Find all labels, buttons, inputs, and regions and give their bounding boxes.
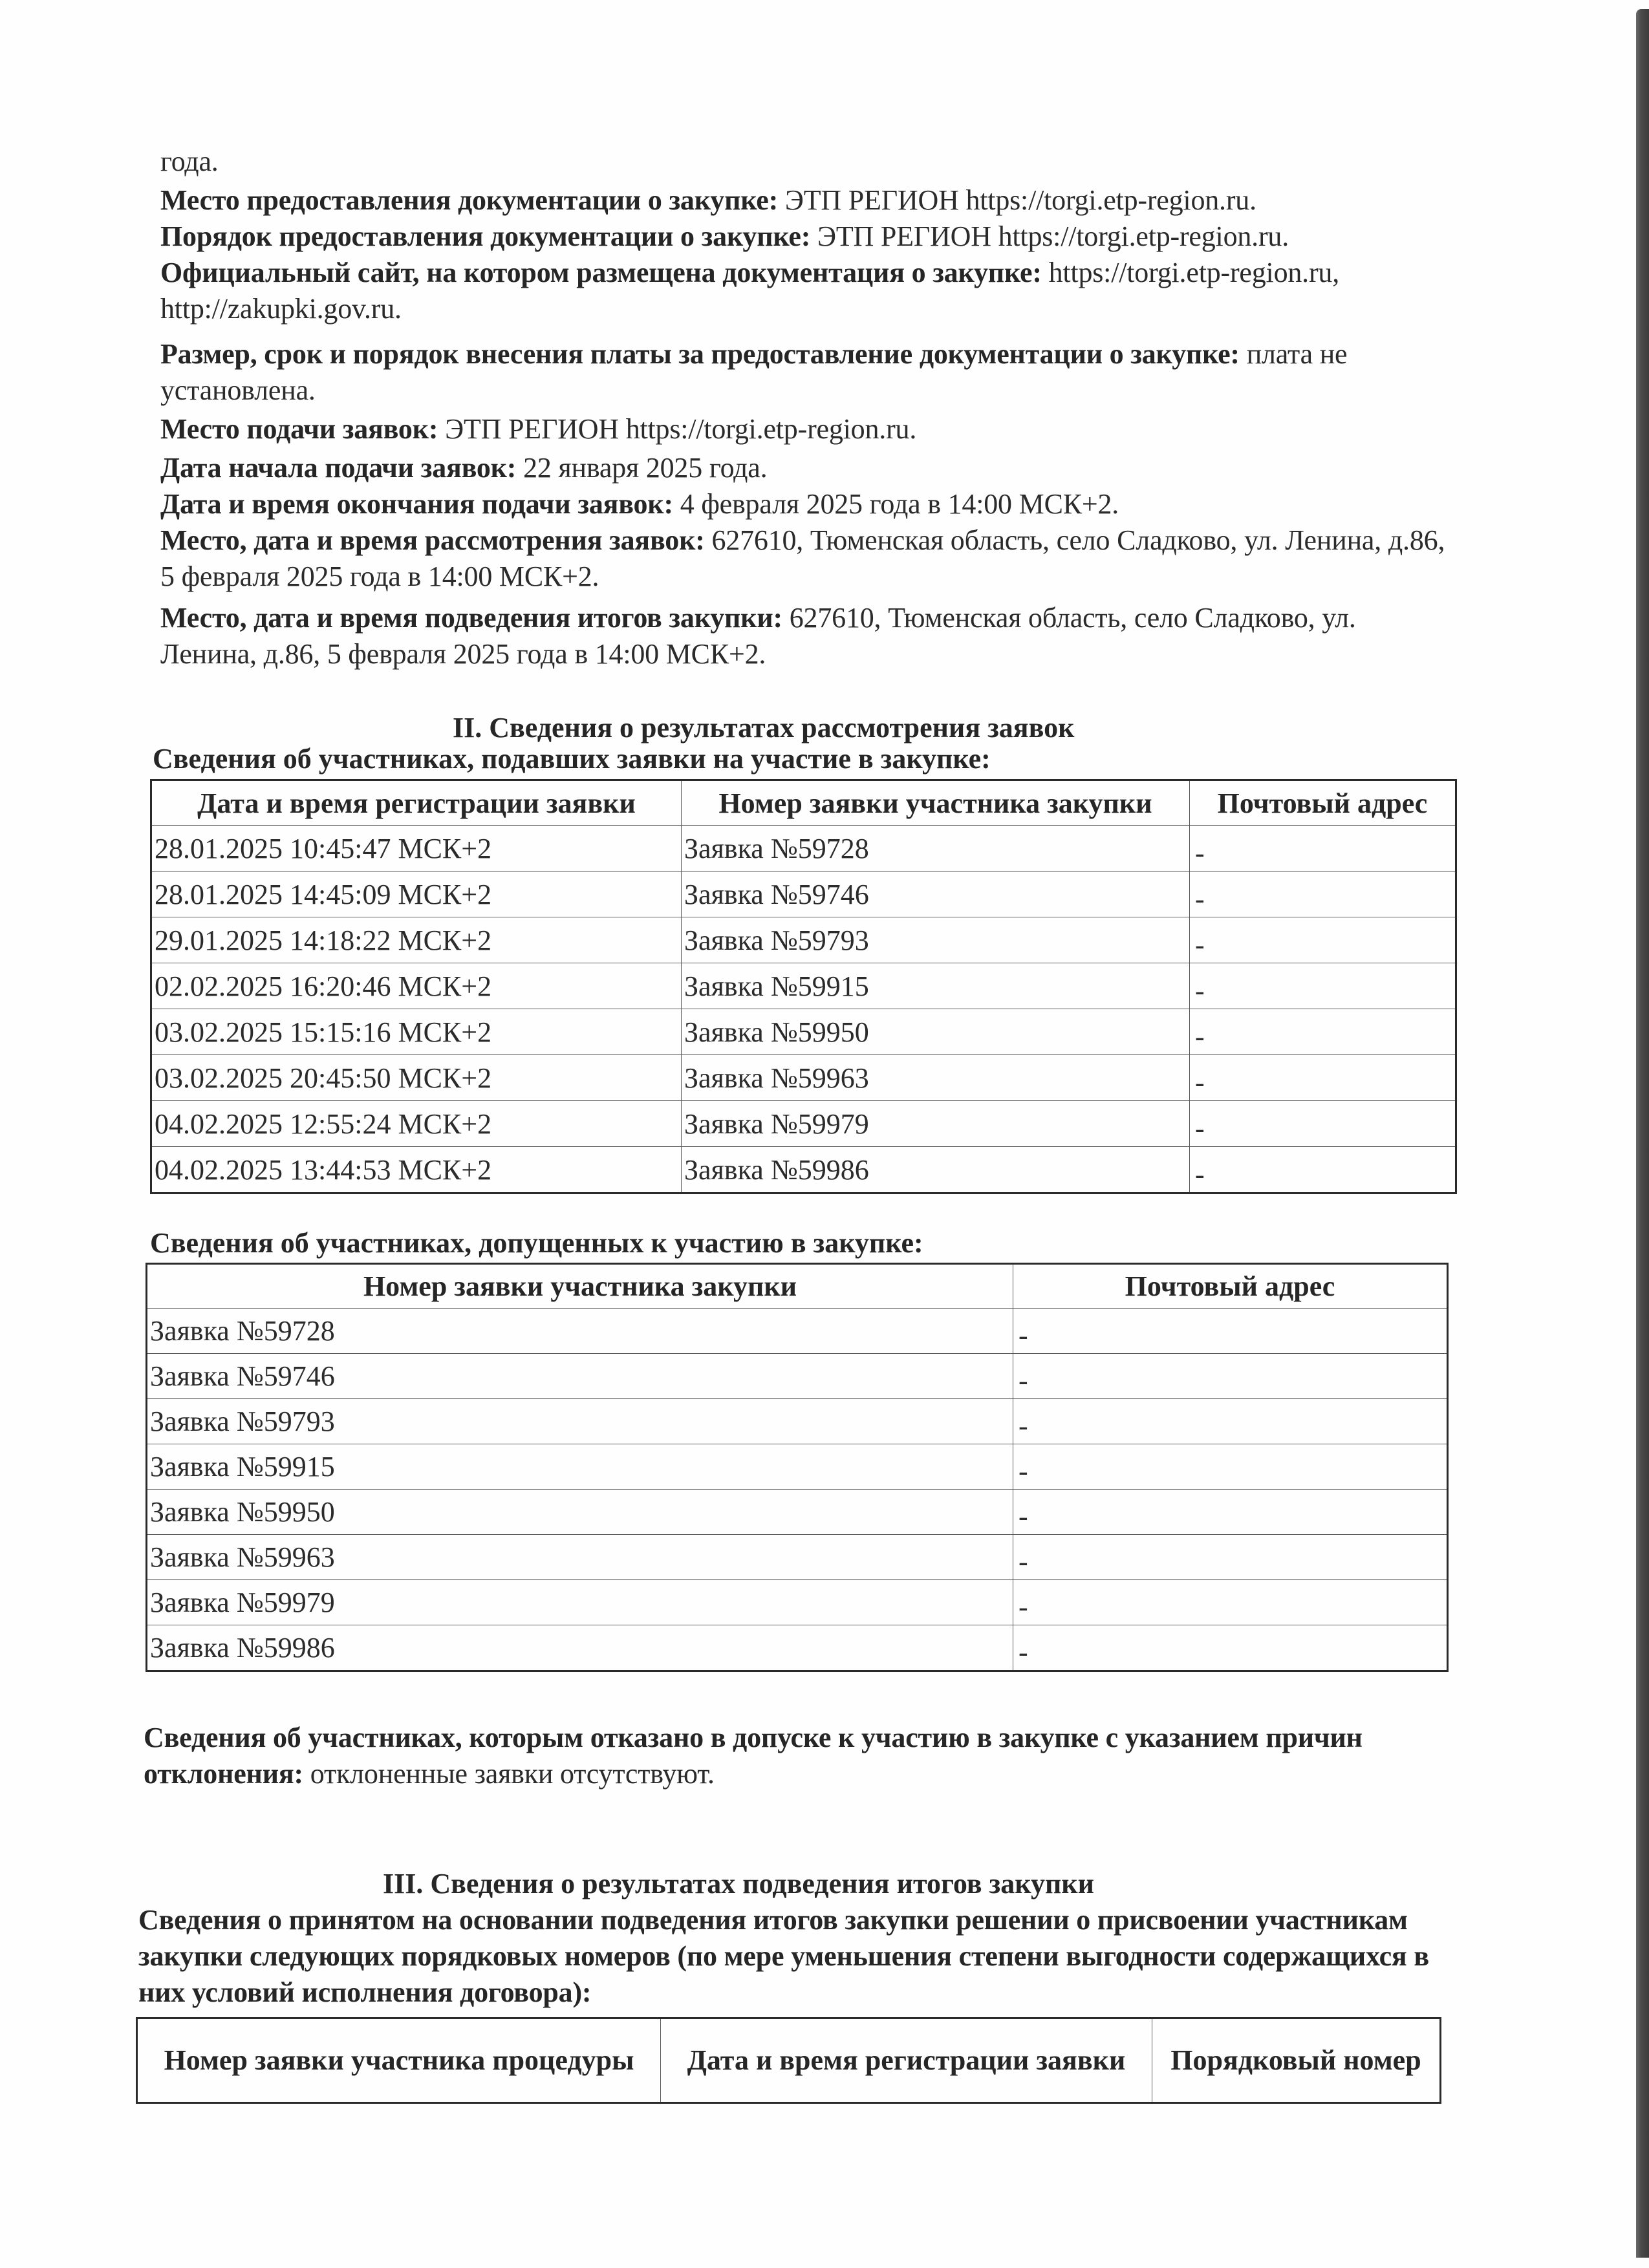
field-value: ЭТП РЕГИОН https://torgi.etp-region.ru. bbox=[445, 413, 917, 445]
application-number-cell: Заявка №59986 bbox=[147, 1625, 1013, 1671]
submitted-caption: Сведения об участниках, подавших заявки на участие в закупке: bbox=[153, 743, 991, 775]
postal-address-cell: - bbox=[1190, 1009, 1456, 1055]
table-row bbox=[147, 1535, 1448, 1580]
field-label: Дата начала подачи заявок: bbox=[160, 452, 517, 484]
table-header-row bbox=[151, 780, 1456, 826]
field-review-place bbox=[160, 522, 1454, 595]
ranking-table bbox=[136, 2017, 1441, 2104]
field-value: https://torgi.etp-region.ru, http://zakupki.gov.ru. bbox=[160, 257, 1340, 325]
field-submission-place bbox=[160, 411, 1467, 447]
application-number-cell: Заявка №59746 bbox=[147, 1354, 1013, 1399]
application-number-cell: Заявка №59746 bbox=[682, 872, 1190, 917]
field-value: 627610, Тюменская область, село Сладково, ул. Ленина, д.86, 5 февраля 2025 года в 14:00 МСК+2. bbox=[160, 524, 1445, 592]
registration-datetime-cell: 29.01.2025 14:18:22 МСК+2 bbox=[151, 917, 682, 963]
application-number-cell: Заявка №59728 bbox=[147, 1309, 1013, 1354]
column-header: Номер заявки участника процедуры bbox=[137, 2018, 661, 2103]
field-doc-order bbox=[160, 219, 1467, 255]
application-number-cell: Заявка №59979 bbox=[682, 1101, 1190, 1147]
table-row bbox=[151, 1055, 1456, 1101]
application-number-cell: Заявка №59963 bbox=[147, 1535, 1013, 1580]
postal-address-cell: - bbox=[1190, 826, 1456, 872]
column-header: Порядковый номер bbox=[1152, 2018, 1441, 2103]
postal-address-cell: - bbox=[1013, 1535, 1448, 1580]
table-row bbox=[147, 1625, 1448, 1671]
field-label: Официальный сайт, на котором размещена документация о закупке: bbox=[160, 257, 1042, 288]
column-header: Почтовый адрес bbox=[1013, 1264, 1448, 1309]
field-value: 22 января 2025 года. bbox=[523, 452, 768, 484]
admitted-caption: Сведения об участниках, допущенных к участию в закупке: bbox=[150, 1227, 923, 1259]
field-label: Место, дата и время рассмотрения заявок: bbox=[160, 524, 705, 556]
column-header: Дата и время регистрации заявки bbox=[151, 780, 682, 826]
table-row bbox=[151, 1147, 1456, 1193]
table-row bbox=[147, 1490, 1448, 1535]
application-number-cell: Заявка №59793 bbox=[147, 1399, 1013, 1444]
field-label: Дата и время окончания подачи заявок: bbox=[160, 488, 673, 520]
table-row bbox=[151, 872, 1456, 917]
postal-address-cell: - bbox=[1190, 1055, 1456, 1101]
postal-address-cell: - bbox=[1013, 1625, 1448, 1671]
registration-datetime-cell: 28.01.2025 14:45:09 МСК+2 bbox=[151, 872, 682, 917]
field-submission-start bbox=[160, 450, 1467, 486]
rejected-info bbox=[144, 1720, 1443, 1792]
field-results-place bbox=[160, 600, 1363, 672]
section-3-title: III. Сведения о результатах подведения итогов закупки bbox=[383, 1868, 1094, 1899]
table-row bbox=[147, 1580, 1448, 1625]
table-row bbox=[147, 1444, 1448, 1490]
column-header: Дата и время регистрации заявки bbox=[661, 2018, 1152, 2103]
field-doc-fee bbox=[160, 336, 1428, 409]
field-label: Порядок предоставления документации о закупке: bbox=[160, 220, 811, 252]
registration-datetime-cell: 28.01.2025 10:45:47 МСК+2 bbox=[151, 826, 682, 872]
application-number-cell: Заявка №59793 bbox=[682, 917, 1190, 963]
ranking-caption: Сведения о принятом на основании подведения итогов закупки решении о присвоении участникам закупки следующих порядковых номеров (по мере уменьшения степени выгодности содержащихся в них условий исполнения договора): bbox=[138, 1904, 1429, 2008]
registration-datetime-cell: 02.02.2025 16:20:46 МСК+2 bbox=[151, 963, 682, 1009]
application-number-cell: Заявка №59915 bbox=[147, 1444, 1013, 1490]
rejected-value: отклоненные заявки отсутствуют. bbox=[310, 1758, 715, 1790]
postal-address-cell: - bbox=[1190, 917, 1456, 963]
field-label: Размер, срок и порядок внесения платы за предоставление документации о закупке: bbox=[160, 338, 1240, 370]
field-value: ЭТП РЕГИОН https://torgi.etp-region.ru. bbox=[817, 220, 1289, 252]
rejected-label: Сведения об участниках, которым отказано в допуске к участию в закупке с указанием причин отклонения: bbox=[144, 1722, 1363, 1790]
submitted-applications-table bbox=[150, 779, 1457, 1194]
registration-datetime-cell: 03.02.2025 15:15:16 МСК+2 bbox=[151, 1009, 682, 1055]
section-2-title: II. Сведения о результатах рассмотрения заявок bbox=[453, 712, 1075, 744]
field-value: плата не установлена. bbox=[160, 338, 1348, 406]
postal-address-cell: - bbox=[1190, 963, 1456, 1009]
postal-address-cell: - bbox=[1013, 1309, 1448, 1354]
table-row bbox=[151, 1101, 1456, 1147]
field-value: 4 февраля 2025 года в 14:00 МСК+2. bbox=[680, 488, 1119, 520]
column-header: Почтовый адрес bbox=[1190, 780, 1456, 826]
field-official-site bbox=[160, 255, 1415, 327]
table-row bbox=[147, 1354, 1448, 1399]
admitted-applications-table bbox=[146, 1263, 1449, 1672]
application-number-cell: Заявка №59950 bbox=[682, 1009, 1190, 1055]
postal-address-cell: - bbox=[1190, 1101, 1456, 1147]
registration-datetime-cell: 03.02.2025 20:45:50 МСК+2 bbox=[151, 1055, 682, 1101]
column-header: Номер заявки участника закупки bbox=[682, 780, 1190, 826]
application-number-cell: Заявка №59986 bbox=[682, 1147, 1190, 1193]
continuation-text: года. bbox=[160, 145, 219, 177]
postal-address-cell: - bbox=[1190, 872, 1456, 917]
scan-edge-shadow bbox=[1636, 9, 1649, 2258]
postal-address-cell: - bbox=[1013, 1490, 1448, 1535]
table-row bbox=[147, 1309, 1448, 1354]
table-header-row bbox=[137, 2018, 1441, 2103]
application-number-cell: Заявка №59950 bbox=[147, 1490, 1013, 1535]
application-number-cell: Заявка №59963 bbox=[682, 1055, 1190, 1101]
application-number-cell: Заявка №59979 bbox=[147, 1580, 1013, 1625]
field-label: Место подачи заявок: bbox=[160, 413, 438, 445]
column-header: Номер заявки участника закупки bbox=[147, 1264, 1013, 1309]
application-number-cell: Заявка №59728 bbox=[682, 826, 1190, 872]
postal-address-cell: - bbox=[1013, 1580, 1448, 1625]
table-row bbox=[151, 826, 1456, 872]
field-value: 627610, Тюменская область, село Сладково, ул. Ленина, д.86, 5 февраля 2025 года в 14:00 МСК+2. bbox=[160, 602, 1356, 670]
field-label: Место предоставления документации о закупке: bbox=[160, 184, 779, 216]
table-row bbox=[151, 963, 1456, 1009]
postal-address-cell: - bbox=[1013, 1399, 1448, 1444]
registration-datetime-cell: 04.02.2025 12:55:24 МСК+2 bbox=[151, 1101, 682, 1147]
table-row bbox=[151, 1009, 1456, 1055]
field-doc-place bbox=[160, 182, 1467, 219]
postal-address-cell: - bbox=[1190, 1147, 1456, 1193]
field-submission-end bbox=[160, 486, 1467, 522]
field-label: Место, дата и время подведения итогов закупки: bbox=[160, 602, 782, 634]
application-number-cell: Заявка №59915 bbox=[682, 963, 1190, 1009]
field-value: ЭТП РЕГИОН https://torgi.etp-region.ru. bbox=[784, 184, 1256, 216]
postal-address-cell: - bbox=[1013, 1444, 1448, 1490]
table-row bbox=[151, 917, 1456, 963]
table-row bbox=[147, 1399, 1448, 1444]
registration-datetime-cell: 04.02.2025 13:44:53 МСК+2 bbox=[151, 1147, 682, 1193]
postal-address-cell: - bbox=[1013, 1354, 1448, 1399]
table-header-row bbox=[147, 1264, 1448, 1309]
